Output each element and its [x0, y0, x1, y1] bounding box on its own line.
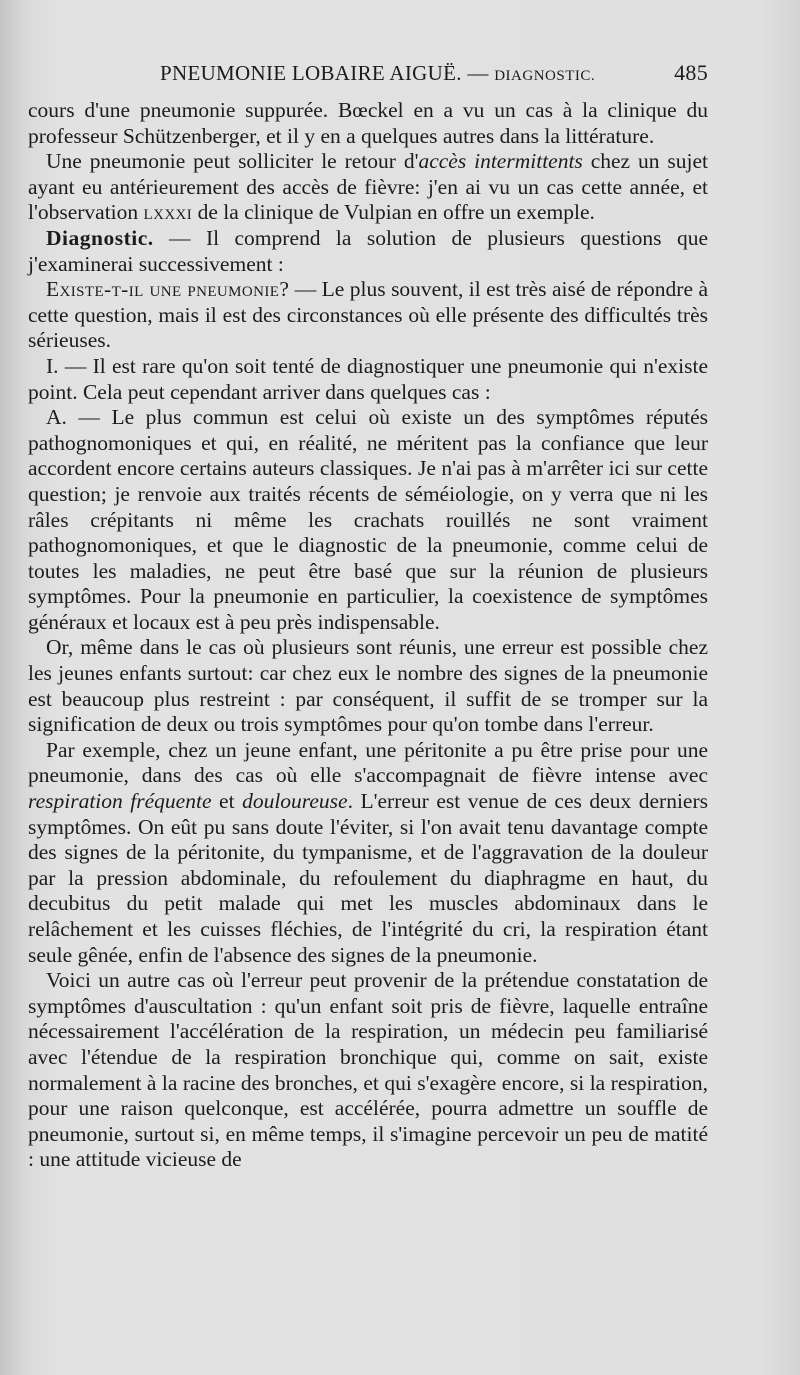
emphasis-respiration-frequente: respiration fréquente — [28, 789, 212, 814]
running-section: DIAGNOSTIC. — [494, 68, 596, 84]
paragraph-A: A. — Le plus commun est celui où existe un des symptômes réputés pathognomoniques et qui, en réalité, ne méritent pas la confiance que leur accordent encore certains auteurs classiques. Je n'ai pas à m'arrêter ici sur cette question; je renvoie aux traités récents de séméiologie, on y verra que ni les râles crépitants ni même les crachats rouillés ne sont vraiment pathognomoniques, et que le diagnostic de la pneumonie, comme celui de toutes les maladies, ne peut être basé que sur la réunion de plusieurs symptômes. Pour la pneumonie en particulier, la coexistence de symptômes généraux et locaux est à peu près indispensable. — [28, 405, 708, 634]
paragraph-voici: Voici un autre cas où l'erreur peut provenir de la prétendue constatation de symptômes d'auscultation : qu'un enfant soit pris de fièvre, laquelle entraîne nécessairement l'accélération de la respiration, un médecin peu familiarisé avec l'étendue de la respiration bronchique qui, comme on sait, existe normalement à la racine des bronches, et qui s'exagère encore, si la respiration, pour une raison quelconque, est accélérée, pourra admettre un souffle de pneumonie, surtout si, en même temps, il s'imagine percevoir un peu de matité : une attitude vicieuse de — [28, 968, 708, 1172]
paragraph-existe: Existe-t-il une pneumonie? — Le plus souvent, il est très aisé de répondre à cette question, mais il est des circonstances où elle présente des difficultés très sérieuses. — [28, 277, 708, 353]
subheading-existe: Existe-t-il une pneumonie? — [46, 277, 290, 302]
emphasis-douloureuse: douloureuse — [242, 789, 348, 814]
paragraph-or: Or, même dans le cas où plusieurs sont réunis, une erreur est possible chez les jeunes enfants surtout: car chez eux le nombre des signes de la pneumonie est beaucoup plus restreint : par conséquent, il suffit de se tromper sur la signification de deux ou trois symptômes pour qu'on tombe dans l'erreur. — [28, 635, 708, 737]
paragraph-exemple: Par exemple, chez un jeune enfant, une péritonite a pu être prise pour une pneumonie, dans des cas où elle s'accompagnait de fièvre intense avec respiration fréquente et douloureuse. L'erreur est venue de ces deux derniers symptômes. On eût pu sans doute l'éviter, si l'on avait tenu davantage compte des signes de la péritonite, du tympanisme, et de l'aggravation de la douleur par la pression abdominale, du refoulement du diaphragme en haut, du decubitus du petit malade qui met les muscles abdominaux dans le relâchement et les cuisses fléchies, de l'intégrité du cri, la respiration étant seule gênée, enfin de l'absence des signes de la pneumonie. — [28, 737, 708, 967]
paragraph-2: Une pneumonie peut solliciter le retour d'accès intermittents chez un sujet ayant eu antérieurement des accès de fièvre: j'en ai vu un cas cette année, et l'observation lxxxi de la clinique de Vulpian en offre un exemple. — [28, 149, 708, 225]
paragraph-I: I. — Il est rare qu'on soit tenté de diagnostiquer une pneumonie qui n'existe point. Cela peut cependant arriver dans quelques cas : — [28, 353, 708, 404]
section-heading-diagnostic: Diagnostic. — [46, 225, 154, 250]
page-number: 485 — [674, 60, 708, 85]
paragraph-1: cours d'une pneumonie suppurée. Bœckel en a vu un cas à la clinique du professeur Schützenberger, et il y en a quelques autres dans la littérature. — [28, 98, 708, 148]
paragraph-diagnostic: Diagnostic. — Il comprend la solution de plusieurs questions que j'examinerai successivement : — [28, 225, 708, 276]
running-header — [28, 60, 708, 98]
observation-number: lxxxi — [143, 200, 193, 225]
running-title: PNEUMONIE LOBAIRE AIGUË. — DIAGNOSTIC. — [160, 61, 596, 85]
emphasis-acces-intermittents: accès intermittents — [418, 149, 583, 174]
body-text — [28, 98, 708, 1173]
